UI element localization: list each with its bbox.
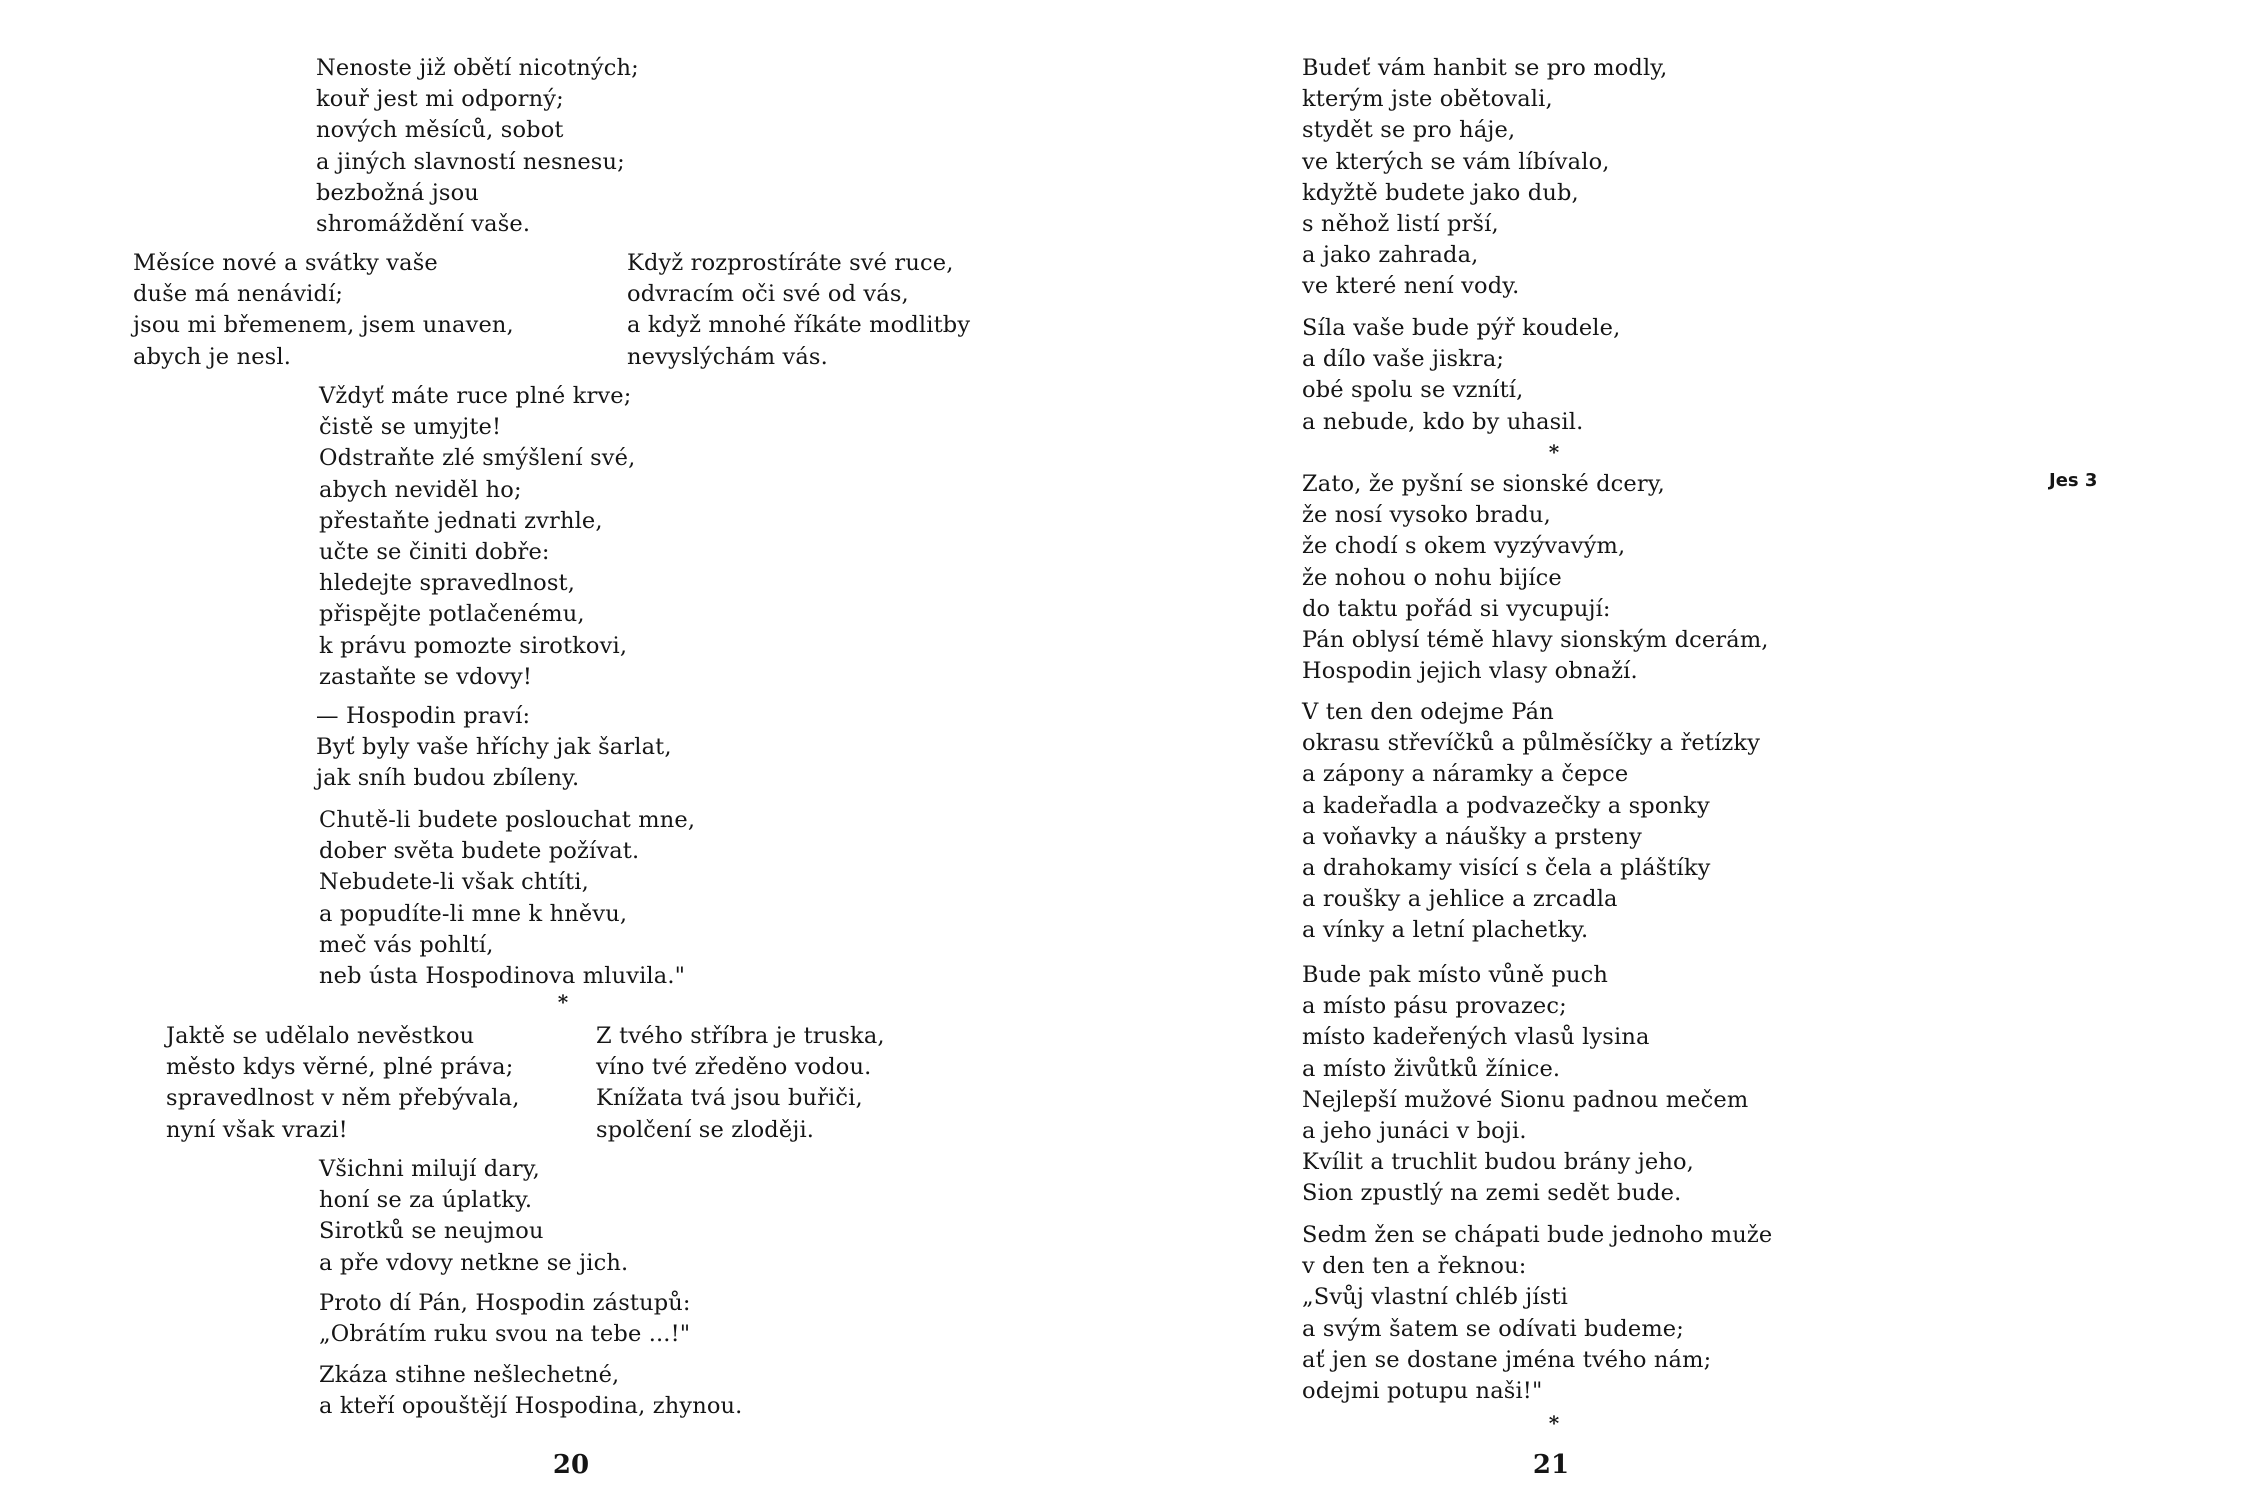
poem-line: spravedlnost v něm přebývala, bbox=[166, 1085, 520, 1112]
poem-line: zastaňte se vdovy! bbox=[319, 663, 533, 690]
poem-line: Z tvého stříbra je truska, bbox=[596, 1023, 885, 1049]
stanza-3 bbox=[1302, 469, 1769, 687]
stanza-5 bbox=[319, 805, 695, 992]
poem-line: učte se činiti dobře: bbox=[319, 538, 550, 565]
poem-line: Nebudete-li však chtíti, bbox=[319, 869, 589, 896]
poem-line: Proto dí Pán, Hospodin zástupů: bbox=[319, 1290, 691, 1316]
poem-line: Knížata tvá jsou buřiči, bbox=[596, 1085, 863, 1112]
poem-line: víno tvé zředěno vodou. bbox=[596, 1054, 872, 1081]
poem-line: Zato, že pyšní se sionské dcery, bbox=[1302, 471, 1665, 497]
right-page bbox=[1123, 0, 2246, 1500]
poem-line: a kteří opouštějí Hospodina, zhynou. bbox=[319, 1393, 743, 1420]
poem-line: ať jen se dostane jména tvého nám; bbox=[1302, 1346, 1712, 1373]
poem-line: a vínky a letní plachetky. bbox=[1302, 917, 1589, 944]
poem-line: Sirotků se neujmou bbox=[319, 1218, 544, 1245]
poem-line: spolčení se zloději. bbox=[596, 1116, 815, 1143]
section-star: * bbox=[1548, 440, 1560, 464]
poem-line: a zápony a náramky a čepce bbox=[1302, 761, 1629, 788]
poem-line: přestaňte jednati zvrhle, bbox=[319, 507, 603, 534]
poem-line: nyní však vrazi! bbox=[166, 1116, 348, 1143]
poem-line: že chodí s okem vyzývavým, bbox=[1302, 533, 1626, 560]
poem-line: a popudíte-li mne k hněvu, bbox=[319, 900, 628, 927]
poem-line: a dílo vaše jiskra; bbox=[1302, 346, 1505, 373]
poem-line: bezbožná jsou bbox=[316, 179, 479, 206]
poem-line: neb ústa Hospodinova mluvila." bbox=[319, 962, 686, 989]
stanza-6-col-a bbox=[166, 1021, 520, 1146]
poem-line: a kadeřadla a podvazečky a sponky bbox=[1302, 792, 1710, 819]
poem-line: a drahokamy visící s čela a pláštíky bbox=[1302, 854, 1711, 881]
poem-line: ve kterých se vám líbívalo, bbox=[1302, 148, 1610, 175]
poem-line: Hospodin jejich vlasy obnaží. bbox=[1302, 658, 1638, 685]
poem-line: kouř jest mi odporný; bbox=[316, 86, 564, 113]
poem-line: okrasu střevíčků a půlměsíčky a řetízky bbox=[1302, 730, 1761, 757]
poem-line: a pře vdovy netkne se jich. bbox=[319, 1249, 629, 1276]
poem-line: v den ten a řeknou: bbox=[1302, 1253, 1527, 1280]
poem-line: a když mnohé říkáte modlitby bbox=[627, 312, 971, 339]
poem-line: a svým šatem se odívati budeme; bbox=[1302, 1315, 1684, 1342]
poem-line: Měsíce nové a svátky vaše bbox=[133, 250, 438, 276]
page-number: 20 bbox=[552, 1450, 590, 1480]
poem-line: kdyžtě budete jako dub, bbox=[1302, 179, 1579, 206]
stanza-9 bbox=[319, 1360, 743, 1422]
poem-line: nových měsíců, sobot bbox=[316, 117, 564, 144]
poem-line: že nosí vysoko bradu, bbox=[1302, 502, 1551, 529]
poem-line: a roušky a jehlice a zrcadla bbox=[1302, 886, 1618, 913]
poem-line: Sedm žen se chápati bude jednoho muže bbox=[1302, 1222, 1773, 1248]
poem-line: V ten den odejme Pán bbox=[1302, 699, 1554, 725]
poem-line: „Svůj vlastní chléb jísti bbox=[1302, 1284, 1569, 1311]
poem-line: Bude pak místo vůně puch bbox=[1302, 962, 1609, 988]
poem-line: shromáždění vaše. bbox=[316, 210, 531, 237]
stanza-4 bbox=[1302, 697, 1760, 947]
poem-line: Kvílit a truchlit budou brány jeho, bbox=[1302, 1149, 1694, 1176]
poem-line: s něhož listí prší, bbox=[1302, 210, 1499, 237]
poem-line: odvracím oči své od vás, bbox=[627, 281, 909, 308]
stanza-1 bbox=[316, 53, 639, 240]
poem-line: Nejlepší mužové Sionu padnou mečem bbox=[1302, 1086, 1749, 1113]
stanza-3 bbox=[319, 381, 635, 693]
poem-line: Vždyť máte ruce plné krve; bbox=[319, 383, 632, 409]
poem-line: ve které není vody. bbox=[1302, 273, 1520, 300]
poem-line: jsou mi břemenem, jsem unaven, bbox=[133, 312, 514, 339]
poem-line: Síla vaše bude pýř koudele, bbox=[1302, 315, 1621, 341]
stanza-1 bbox=[1302, 53, 1667, 303]
section-star: * bbox=[557, 990, 569, 1014]
section-star: * bbox=[1548, 1411, 1560, 1435]
poem-line: místo kadeřených vlasů lysina bbox=[1302, 1024, 1650, 1051]
poem-line: Jaktě se udělalo nevěstkou bbox=[166, 1023, 475, 1049]
poem-line: dober světa budete požívat. bbox=[319, 838, 640, 865]
poem-line: a místo pásu provazec; bbox=[1302, 993, 1567, 1020]
poem-line: odejmi potupu naši!" bbox=[1302, 1377, 1543, 1404]
stanza-7 bbox=[319, 1154, 628, 1279]
poem-line: Byť byly vaše hříchy jak šarlat, bbox=[316, 734, 672, 761]
poem-line: jak sníh budou zbíleny. bbox=[316, 765, 580, 792]
poem-line: Všichni milují dary, bbox=[319, 1156, 540, 1182]
poem-line: stydět se pro háje, bbox=[1302, 117, 1516, 144]
stanza-8 bbox=[319, 1288, 691, 1350]
poem-line: a jiných slavností nesnesu; bbox=[316, 148, 625, 175]
poem-line: meč vás pohltí, bbox=[319, 931, 494, 958]
poem-line: kterým jste obětovali, bbox=[1302, 86, 1553, 113]
poem-line: Pán oblysí témě hlavy sionským dcerám, bbox=[1302, 626, 1769, 653]
poem-line: Chutě-li budete poslouchat mne, bbox=[319, 807, 696, 833]
poem-line: a nebude, kdo by uhasil. bbox=[1302, 408, 1584, 435]
poem-line: přispějte potlačenému, bbox=[319, 601, 585, 628]
poem-line: nevyslýchám vás. bbox=[627, 343, 828, 370]
poem-line: duše má nenávidí; bbox=[133, 281, 344, 308]
poem-line: Když rozprostíráte své ruce, bbox=[627, 250, 954, 276]
poem-line: abych neviděl ho; bbox=[319, 476, 522, 503]
stanza-2-col-a bbox=[133, 248, 514, 373]
poem-line: „Obrátím ruku svou na tebe ...!" bbox=[319, 1321, 691, 1348]
poem-line: Budeť vám hanbit se pro modly, bbox=[1302, 55, 1668, 81]
poem-line: a místo živůtků žínice. bbox=[1302, 1055, 1561, 1082]
poem-line: a jeho junáci v boji. bbox=[1302, 1117, 1527, 1144]
poem-line: k právu pomozte sirotkovi, bbox=[319, 632, 628, 659]
page-number: 21 bbox=[1532, 1450, 1570, 1480]
poem-line: do taktu pořád si vycupují: bbox=[1302, 595, 1611, 622]
poem-line: město kdys věrné, plné práva; bbox=[166, 1054, 514, 1081]
stanza-2 bbox=[1302, 313, 1620, 438]
poem-line: abych je nesl. bbox=[133, 343, 292, 370]
poem-line: Nenoste již obětí nicotných; bbox=[316, 55, 639, 81]
poem-line: Zkáza stihne nešlechetné, bbox=[319, 1362, 620, 1388]
poem-line: a jako zahrada, bbox=[1302, 242, 1479, 269]
poem-line: a voňavky a náušky a prsteny bbox=[1302, 823, 1642, 850]
poem-line: honí se za úplatky. bbox=[319, 1187, 533, 1214]
stanza-6 bbox=[1302, 1220, 1772, 1407]
poem-line: hledejte spravedlnost, bbox=[319, 570, 576, 597]
poem-line: Sion zpustlý na zemi sedět bude. bbox=[1302, 1180, 1682, 1207]
stanza-5 bbox=[1302, 960, 1748, 1210]
stanza-6-col-b bbox=[596, 1021, 885, 1146]
poem-line: — Hospodin praví: bbox=[316, 703, 531, 729]
poem-line: Odstraňte zlé smýšlení své, bbox=[319, 445, 636, 472]
stanza-2-col-b bbox=[627, 248, 970, 373]
poem-line: obé spolu se vznítí, bbox=[1302, 377, 1524, 404]
poem-line: čistě se umyjte! bbox=[319, 414, 502, 441]
stanza-4 bbox=[316, 701, 672, 795]
poem-line: že nohou o nohu bijíce bbox=[1302, 564, 1562, 591]
margin-reference: Jes 3 bbox=[2049, 470, 2098, 491]
